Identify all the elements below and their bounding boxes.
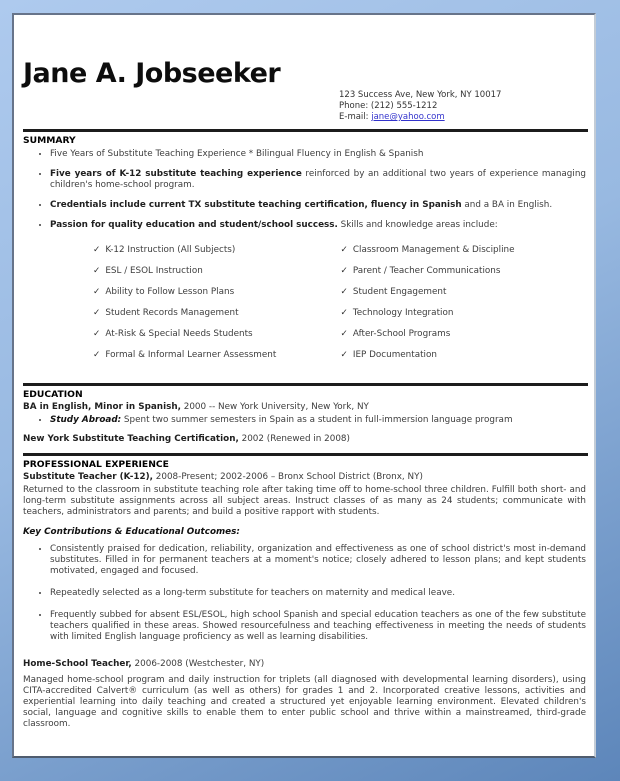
skill-item: ✓ Classroom Management & Discipline xyxy=(340,245,515,255)
job-title-line: Substitute Teacher (K-12), 2008-Present; 2002-2006 – Bronx School District (Bronx, NY) xyxy=(23,472,423,482)
check-icon: ✓ xyxy=(93,308,101,318)
certification-line: New York Substitute Teaching Certification, 2002 (Renewed in 2008) xyxy=(23,434,350,444)
study-abroad-list xyxy=(23,415,588,426)
check-icon: ✓ xyxy=(93,287,101,297)
skill-item: ✓ Student Engagement xyxy=(340,287,447,297)
experience-heading: PROFESSIONAL EXPERIENCE xyxy=(23,459,169,470)
check-icon: ✓ xyxy=(340,266,348,276)
summary-bullet: • Passion for quality education and student/school success. Skills and knowledge areas include: xyxy=(50,220,588,231)
contact-block xyxy=(339,90,588,123)
key-contributions-heading: Key Contributions & Educational Outcomes: xyxy=(23,527,240,537)
check-icon: ✓ xyxy=(340,329,348,339)
summary-bullet: • Five years of K-12 substitute teaching experience reinforced by an additional two years of experience managing children's home-school program. xyxy=(50,169,588,191)
job-title-line: Home-School Teacher, 2006-2008 (Westchester, NY) xyxy=(23,659,265,669)
skills-list-left xyxy=(93,245,341,371)
check-icon: ✓ xyxy=(93,245,101,255)
degree-line: BA in English, Minor in Spanish, 2000 -- New York University, New York, NY xyxy=(23,402,369,412)
contact-phone: Phone: (212) 555-1212 xyxy=(339,101,438,111)
check-icon: ✓ xyxy=(93,350,101,360)
summary-bullet: • Five Years of Substitute Teaching Experience * Bilingual Fluency in English & Spanish xyxy=(50,149,588,160)
skills-columns xyxy=(23,245,588,371)
check-icon: ✓ xyxy=(93,329,101,339)
job-description: Returned to the classroom in substitute teaching role after taking time off to home-school three children. Fulfill both short- and long-term substitute assignments across all subject areas. Instruct classes of as many as 24 students; communicate with teachers, administrators and parents; and build a positive rapport with students. xyxy=(23,485,586,517)
job-description: Managed home-school program and daily instruction for triplets (all diagnosed with developmental learning disorders), using CITA-accredited Calvert® curriculum (as well as others) for grades 1 and 2. Incorporated creative lessons, activities and experiential learning into daily teaching and created a structured yet enjoyable learning environment. Elevated children's social, language and cognitive skills to enable them to enter public school and thrive within a mainstreamed, third-grade classroom. xyxy=(23,675,586,729)
experience-bullet-list xyxy=(23,544,588,643)
skill-item: ✓ After-School Programs xyxy=(340,329,451,339)
skill-item: ✓ Technology Integration xyxy=(340,308,454,318)
skill-item: ✓ K-12 Instruction (All Subjects) xyxy=(93,245,236,255)
study-abroad-bullet: • Study Abroad: Spent two summer semesters in Spain as a student in full-immersion language program xyxy=(50,415,588,426)
candidate-name: Jane A. Jobseeker xyxy=(23,58,281,89)
skill-item: ✓ Student Records Management xyxy=(93,308,239,318)
check-icon: ✓ xyxy=(340,245,348,255)
education-heading: EDUCATION xyxy=(23,389,83,400)
section-divider xyxy=(23,453,588,456)
summary-bullet: • Credentials include current TX substitute teaching certification, fluency in Spanish and a BA in English. xyxy=(50,200,588,211)
summary-list xyxy=(23,149,588,231)
contact-address: 123 Success Ave, New York, NY 10017 xyxy=(339,90,502,100)
skill-item: ✓ At-Risk & Special Needs Students xyxy=(93,329,253,339)
skill-item: ✓ ESL / ESOL Instruction xyxy=(93,266,203,276)
email-link[interactable]: jane@yahoo.com xyxy=(371,112,445,122)
skills-list-right xyxy=(341,245,589,371)
experience-bullet: • Frequently subbed for absent ESL/ESOL, high school Spanish and special education teachers as one of the few substitute teachers qualified in these areas. Showed resourcefulness and teaching effectiveness in meeting the needs of students with limited English language proficiency as well as learning disabilities. xyxy=(50,610,588,643)
section-divider xyxy=(23,383,588,386)
check-icon: ✓ xyxy=(340,287,348,297)
resume-page xyxy=(12,13,596,758)
section-divider xyxy=(23,129,588,132)
contact-email-line xyxy=(339,112,588,123)
skill-item: ✓ IEP Documentation xyxy=(340,350,437,360)
experience-bullet: • Repeatedly selected as a long-term substitute for teachers on maternity and medical leave. xyxy=(50,588,588,599)
experience-bullet: • Consistently praised for dedication, reliability, organization and effectiveness as one of school district's most in-demand substitutes. Filled in for permanent teachers at a moment's notice; closely adhered to lesson plans; and kept students motivated, engaged and focused. xyxy=(50,544,588,577)
check-icon: ✓ xyxy=(340,308,348,318)
check-icon: ✓ xyxy=(340,350,348,360)
skill-item: ✓ Ability to Follow Lesson Plans xyxy=(93,287,235,297)
check-icon: ✓ xyxy=(93,266,101,276)
email-label: E-mail: xyxy=(339,112,372,122)
skill-item: ✓ Formal & Informal Learner Assessment xyxy=(93,350,277,360)
summary-heading: SUMMARY xyxy=(23,135,76,146)
skill-item: ✓ Parent / Teacher Communications xyxy=(340,266,501,276)
